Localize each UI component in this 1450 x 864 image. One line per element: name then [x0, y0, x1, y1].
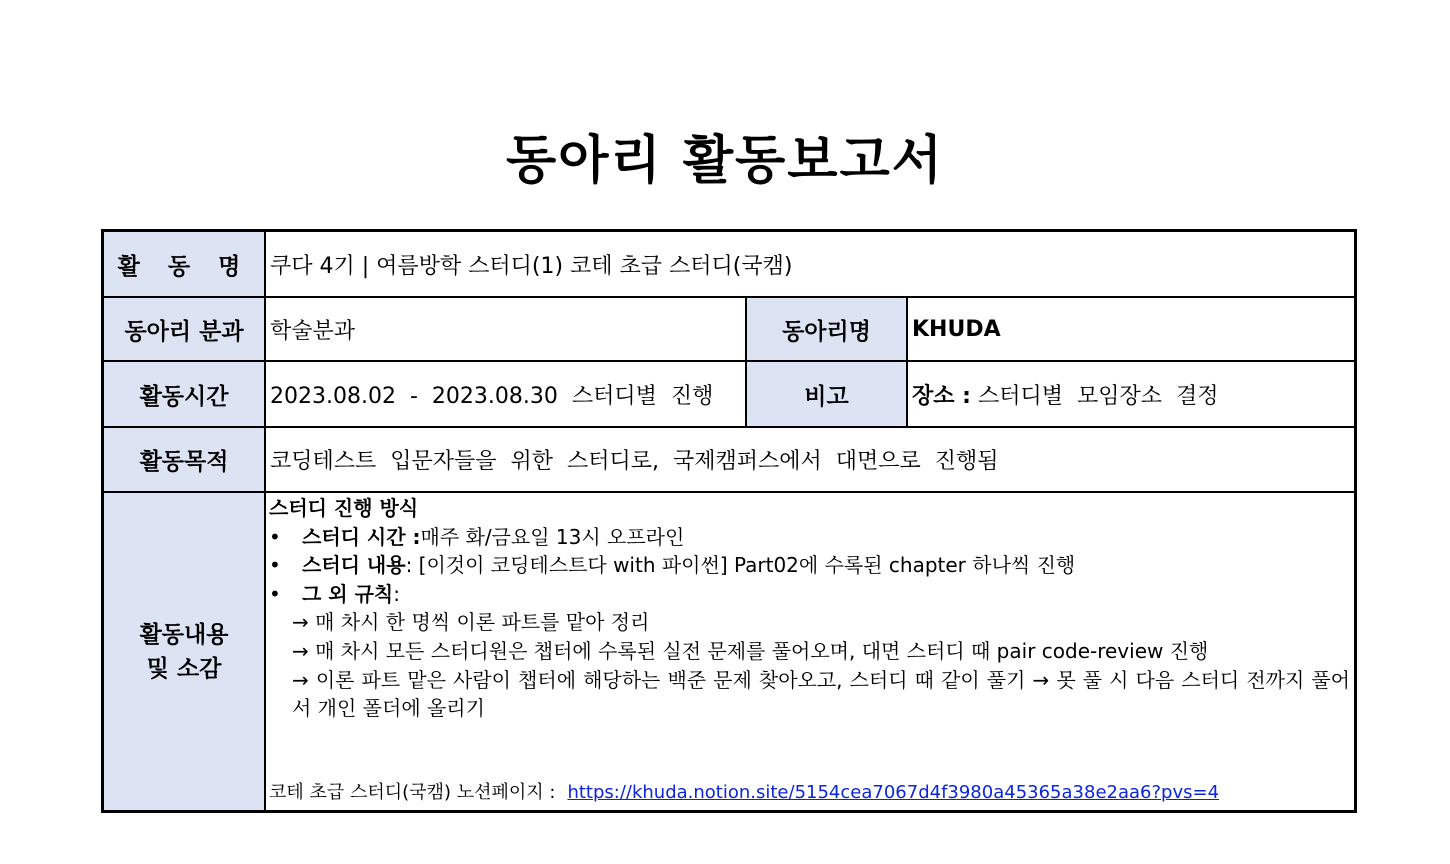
activity-content-label-line1: 활동내용	[139, 621, 229, 648]
bullet-dot: •	[269, 553, 281, 578]
bullet-item	[269, 580, 1350, 609]
activity-time-value: 2023.08.02 - 2023.08.30 스터디별 진행	[266, 362, 747, 428]
notion-page-label: 코테 초급 스터디(국캠) 노션페이지 :	[269, 782, 556, 804]
bullet-text: :	[393, 581, 400, 606]
bullet-item	[269, 551, 1350, 580]
club-division-label: 동아리 분과	[104, 298, 266, 362]
location-label: 장소 :	[912, 383, 971, 409]
activity-purpose-label: 활동목적	[104, 428, 266, 493]
study-method-heading: 스터디 진행 방식	[269, 496, 419, 520]
bullet-item	[269, 523, 1350, 552]
remarks-value	[908, 362, 1354, 428]
activity-purpose-value: 코딩테스트 입문자들을 위한 스터디로, 국제캠퍼스에서 대면으로 진행됨	[266, 428, 1354, 493]
report-table	[101, 229, 1357, 813]
activity-content-label	[104, 493, 266, 810]
activity-name-value: 쿠다 4기 | 여름방학 스터디(1) 코테 초급 스터디(국캠)	[266, 232, 1354, 298]
bullet-dot: •	[269, 524, 281, 549]
activity-name-label: 활 동 명	[104, 232, 266, 298]
location-text: 스터디별 모임장소 결정	[970, 383, 1219, 409]
page-title: 동아리 활동보고서	[506, 131, 944, 191]
bullet-label: 스터디 내용	[302, 553, 406, 578]
bullet-dot: •	[269, 581, 281, 606]
bullet-label: 스터디 시간 :	[302, 524, 421, 549]
club-name-value: KHUDA	[908, 298, 1354, 362]
club-division-value: 학술분과	[266, 298, 747, 362]
bullet-label: 그 외 규칙	[302, 581, 394, 606]
activity-content-body	[266, 493, 1354, 810]
remarks-label: 비고	[747, 362, 908, 428]
notion-page-line	[269, 779, 1219, 808]
bullet-text: : [이것이 코딩테스트다 with 파이썬] Part02에 수록된 chapter 하나씩 진행	[405, 553, 1076, 578]
rule-item: → 매 차시 모든 스터디원은 챕터에 수록된 실전 문제를 풀어오며, 대면 스터디 때 pair code-review 진행	[292, 638, 1209, 663]
notion-page-link[interactable]: https://khuda.notion.site/5154cea7067d4f3980a45365a38e2aa6?pvs=4	[567, 782, 1220, 804]
rule-item: → 이론 파트 맡은 사람이 챕터에 해당하는 백준 문제 찾아오고, 스터디 때 같이 풀기 → 못 풀 시 다음 스터디 전까지 풀어서 개인 폴더에 올리기	[292, 667, 1350, 721]
club-name-label: 동아리명	[747, 298, 908, 362]
activity-content-label-line2: 및 소감	[146, 655, 222, 682]
rule-item: → 매 차시 한 명씩 이론 파트를 맡아 정리	[292, 610, 650, 635]
activity-time-label: 활동시간	[104, 362, 266, 428]
bullet-text: 매주 화/금요일 13시 오프라인	[420, 524, 685, 549]
